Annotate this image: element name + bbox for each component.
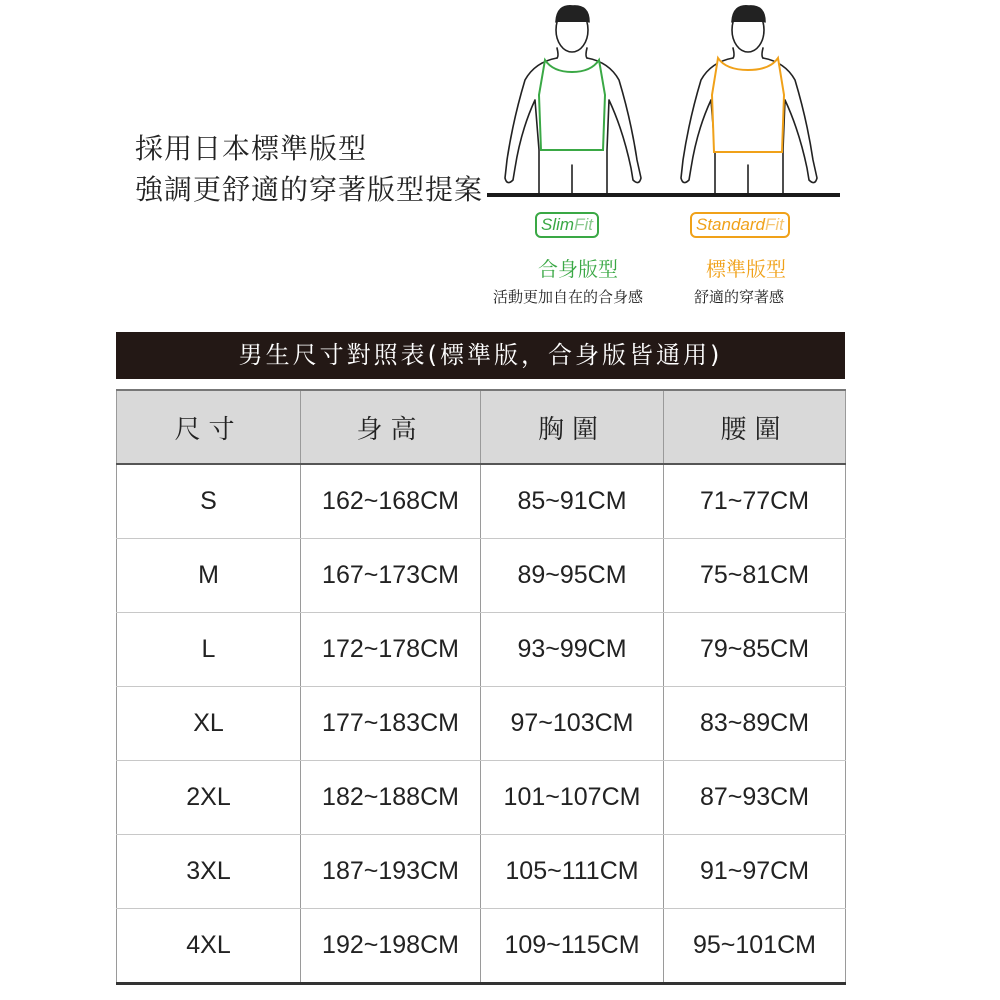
slim-fit-description: 活動更加自在的合身感: [493, 288, 644, 306]
header-height: 身高: [301, 390, 481, 464]
cell-waist: 71~77CM: [664, 464, 846, 539]
cell-waist: 79~85CM: [664, 613, 846, 687]
cell-height: 172~178CM: [301, 613, 481, 687]
size-chart-title: 男生尺寸對照表(標準版，合身版皆通用): [116, 332, 845, 379]
cell-size: 4XL: [117, 909, 301, 984]
cell-waist: 87~93CM: [664, 761, 846, 835]
table-row: [117, 909, 846, 984]
cell-chest: 105~111CM: [481, 835, 664, 909]
slim-fit-badge-suffix: Fit: [574, 215, 593, 234]
table-row: [117, 835, 846, 909]
cell-waist: 75~81CM: [664, 539, 846, 613]
cell-chest: 101~107CM: [481, 761, 664, 835]
intro-text: [135, 128, 483, 210]
table-row: [117, 539, 846, 613]
cell-chest: 97~103CM: [481, 687, 664, 761]
cell-height: 187~193CM: [301, 835, 481, 909]
slim-fit-name: 合身版型: [538, 257, 618, 281]
cell-chest: 85~91CM: [481, 464, 664, 539]
table-row: [117, 761, 846, 835]
standard-fit-badge-suffix: Fit: [765, 215, 784, 234]
size-chart-table: [116, 389, 846, 985]
cell-waist: 91~97CM: [664, 835, 846, 909]
slim-fit-figure: [495, 0, 665, 200]
table-row: [117, 613, 846, 687]
cell-size: M: [117, 539, 301, 613]
cell-waist: 95~101CM: [664, 909, 846, 984]
cell-chest: 89~95CM: [481, 539, 664, 613]
intro-line-1: 採用日本標準版型: [135, 132, 368, 165]
intro-line-2: 強調更舒適的穿著版型提案: [135, 173, 484, 206]
standard-fit-name: 標準版型: [706, 257, 786, 281]
cell-height: 192~198CM: [301, 909, 481, 984]
header-size: 尺寸: [117, 390, 301, 464]
standard-fit-badge-main: Standard: [696, 215, 765, 234]
cell-chest: 109~115CM: [481, 909, 664, 984]
cell-height: 182~188CM: [301, 761, 481, 835]
cell-height: 167~173CM: [301, 539, 481, 613]
header-waist: 腰圍: [664, 390, 846, 464]
table-header-row: [117, 390, 846, 464]
cell-size: S: [117, 464, 301, 539]
standard-fit-badge: [690, 212, 790, 238]
header-chest: 胸圍: [481, 390, 664, 464]
table-row: [117, 464, 846, 539]
cell-chest: 93~99CM: [481, 613, 664, 687]
cell-height: 162~168CM: [301, 464, 481, 539]
slim-fit-badge-main: Slim: [541, 215, 575, 234]
slim-fit-badge: [535, 212, 599, 238]
floor-line: [487, 193, 840, 197]
cell-size: 3XL: [117, 835, 301, 909]
cell-size: 2XL: [117, 761, 301, 835]
cell-size: XL: [117, 687, 301, 761]
cell-size: L: [117, 613, 301, 687]
cell-waist: 83~89CM: [664, 687, 846, 761]
cell-height: 177~183CM: [301, 687, 481, 761]
standard-fit-figure: [666, 0, 836, 200]
table-row: [117, 687, 846, 761]
standard-fit-description: 舒適的穿著感: [694, 288, 785, 306]
